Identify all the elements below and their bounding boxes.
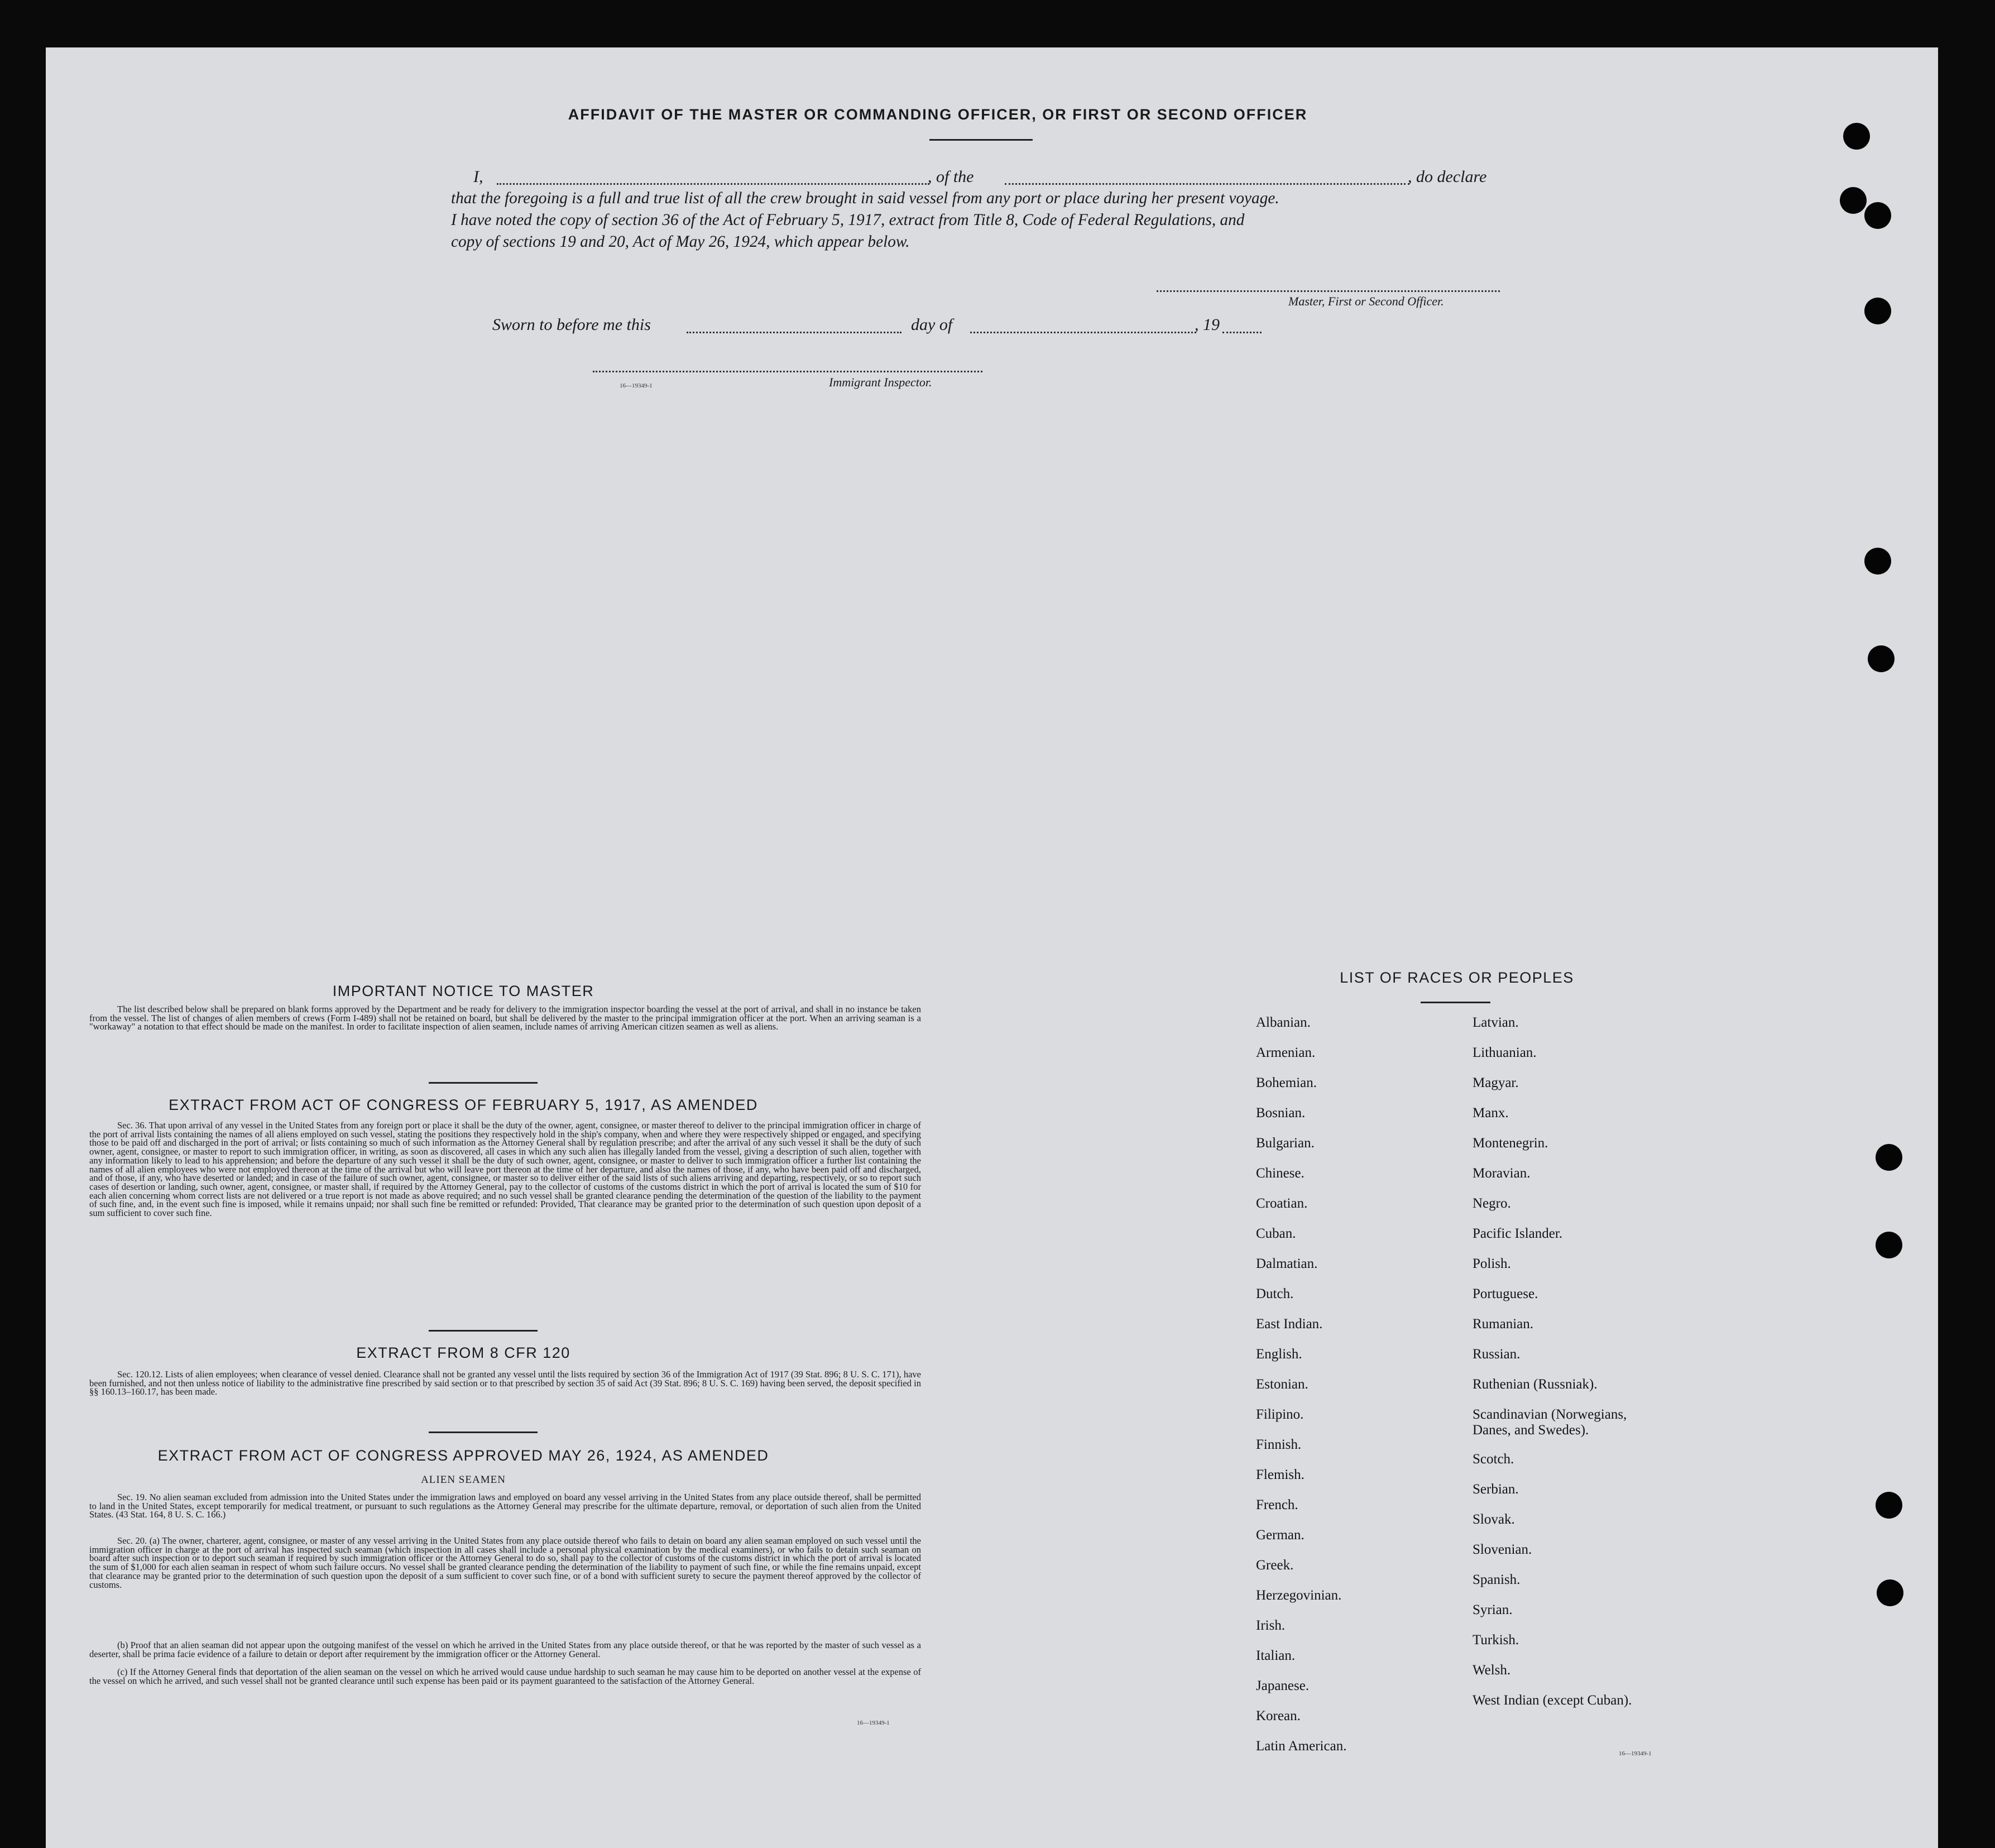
- affidavit-text-2: that the foregoing is a full and true list of all the crew brought in said vessel from any port or place during her present voyage.: [451, 189, 1279, 207]
- affidavit-of-the: , of the: [928, 167, 974, 186]
- race-item: Dalmatian.: [1256, 1256, 1318, 1271]
- race-item: Manx.: [1473, 1105, 1509, 1121]
- race-item: Turkish.: [1473, 1632, 1519, 1648]
- sworn-month-line: [970, 332, 1196, 333]
- master-signature-line: [1157, 290, 1500, 292]
- race-item: French.: [1256, 1497, 1298, 1512]
- sec-19-text: Sec. 19. No alien seaman excluded from admission into the United States under the immigration laws and employed on board any vessel arriving in the United States from any place outside thereof, shall be permitted to land in the United States, except temporarily for medical treatment, or pursuant to such regulations as the Attorney General may prescribe for the ultimate departure, removal, or deportation of such alien from the United States. (43 Stat. 164, 8 U. S. C. 166.): [89, 1492, 921, 1520]
- punch-hole: [1876, 1232, 1902, 1258]
- form-number: 16—19349-1: [857, 1720, 890, 1726]
- sec-20a-text: Sec. 20. (a) The owner, charterer, agent, consignee, or master of any vessel arriving in the United States from any place outside thereof who fails to detain on board any alien seaman employed on such vessel until the immigration officer in charge at the port of arrival has inspected such seaman (which inspection in all cases shall include a personal physical examination by the medical examiners), or who fails to detain such seaman on board after such inspection or to deport such seaman if required by such immigration officer or the Attorney General to do so, shall pay to the collector of customs of the customs district in which the port of arrival is located the sum of $1,000 for each alien seaman in respect of whom such failure occurs. No vessel shall be granted clearance pending the determination of the liability to payment of such fine, or while the fine remains unpaid, except that clearance may be granted prior to the determination of such question upon the deposit of a sum sufficient to cover such fine, or of a bond with sufficient surety to secure the payment thereof approved by the collector of customs.: [89, 1535, 921, 1590]
- divider: [429, 1330, 538, 1332]
- master-signature-caption: Master, First or Second Officer.: [1288, 294, 1444, 308]
- form-number: 16—19349-1: [1619, 1750, 1652, 1757]
- form-number: 16—19349-1: [620, 382, 653, 389]
- extract-cfr-text: Sec. 120.12. Lists of alien employees; when clearance of vessel denied. Clearance shall not be granted any vessel until the lists required by section 36 of the Immigration Act of 1917 (39 Stat. 896; 8 U. S. C. 171), have been furnished, and not then unless notice of liability to the administrative fine prescribed by said section or to that prescribed by section 35 of said Act (39 Stat. 896; 8 U. S. C. 169) having been served, the deposit specified in §§ 160.13–160.17, has been made.: [89, 1369, 921, 1397]
- punch-hole: [1864, 298, 1891, 324]
- race-item: Magyar.: [1473, 1075, 1519, 1090]
- race-item: Moravian.: [1473, 1166, 1531, 1181]
- race-item: Russian.: [1473, 1347, 1521, 1362]
- vessel-name-line: [1005, 183, 1409, 185]
- race-item: German.: [1256, 1528, 1305, 1543]
- race-item: Scotch.: [1473, 1452, 1514, 1467]
- sworn-date-line: [687, 332, 901, 333]
- sworn-year: , 19: [1195, 315, 1220, 334]
- race-item: Filipino.: [1256, 1407, 1304, 1422]
- race-item: Croatian.: [1256, 1196, 1308, 1211]
- race-item: Negro.: [1473, 1196, 1511, 1211]
- punch-hole: [1840, 187, 1867, 214]
- extract-cfr-title: EXTRACT FROM 8 CFR 120: [356, 1344, 570, 1361]
- race-item: Herzegovinian.: [1256, 1588, 1342, 1603]
- race-item: Spanish.: [1473, 1572, 1521, 1587]
- race-item: Dutch.: [1256, 1286, 1294, 1301]
- alien-seamen-subtitle: ALIEN SEAMEN: [421, 1474, 506, 1486]
- sworn-day-of: day of: [911, 315, 953, 334]
- divider: [429, 1432, 538, 1433]
- races-title: LIST OF RACES OR PEOPLES: [1340, 969, 1574, 986]
- sworn-year-line: [1222, 332, 1262, 333]
- race-item: Serbian.: [1473, 1482, 1519, 1497]
- race-item: Slovenian.: [1473, 1542, 1532, 1557]
- race-item: Armenian.: [1256, 1045, 1316, 1060]
- affidavit-declare: , do declare: [1408, 167, 1487, 186]
- race-item: English.: [1256, 1347, 1302, 1362]
- race-item: Slovak.: [1473, 1512, 1515, 1527]
- race-item: Finnish.: [1256, 1437, 1302, 1452]
- race-item: Rumanian.: [1473, 1316, 1534, 1332]
- affidavit-text-3: I have noted the copy of section 36 of the Act of February 5, 1917, extract from Title 8, Code of Federal Regulations, and: [451, 211, 1245, 229]
- notice-title: IMPORTANT NOTICE TO MASTER: [332, 983, 594, 999]
- sec-20b-text: (b) Proof that an alien seaman did not appear upon the outgoing manifest of the vessel on which he arrived in the United States from any place outside thereof, or that he was reported by the master of such vessel as a deserter, shall be prima facie evidence of a failure to detain or deport after requirement by the immigration officer or the Attorney General.: [89, 1640, 921, 1659]
- affidavit-i: I,: [473, 167, 483, 186]
- extract-1924-title: EXTRACT FROM ACT OF CONGRESS APPROVED MAY 26, 1924, AS AMENDED: [157, 1447, 769, 1464]
- race-item: Irish.: [1256, 1618, 1286, 1633]
- race-item: Italian.: [1256, 1648, 1296, 1663]
- punch-hole: [1877, 1579, 1903, 1606]
- race-item: Japanese.: [1256, 1678, 1310, 1693]
- race-item: Pacific Islander.: [1473, 1226, 1563, 1241]
- race-item: West Indian (except Cuban).: [1473, 1693, 1632, 1708]
- extract-1917-text: Sec. 36. That upon arrival of any vessel in the United States from any foreign port or place it shall be the duty of the owner, agent, consignee, or master thereof to deliver to the principal immigration officer in charge of the port of arrival lists containing the names of all aliens employed on such vessel, stating the positions they respectively hold in the ship's company, when and where they were respectively shipped or engaged, and specifying those to be paid off and discharged in the port of arrival; or lists containing so much of such information as the Attorney General shall by regulation prescribe; and after the arrival of any such vessel it shall be the duty of such owner, agent, consignee, or master to report to such immigration officer, in writing, as soon as discovered, all cases in which any such alien has illegally landed from the vessel, giving a description of such alien, together with any information likely to lead to his apprehension; and before the departure of any such vessel it shall be the duty of such owner, agent, consignee, or master to deliver to such immigration officer a further list containing the names of all alien employees who were not employed thereon at the time of the arrival but who will leave port thereon at the time of her departure, and also the names of those, if any, who have been paid off and discharged, and of those, if any, who have deserted or landed; and in case of the failure of such owner, agent, consignee, or master so to deliver either of the said lists of such aliens arriving and departing, respectively, or so to report such cases of desertion or landing, such owner, agent, consignee, or master shall, if required by the Attorney General, pay to the collector of customs of the customs district in which the port of arrival is located the sum of $10 for each alien concerning whom correct lists are not delivered or a true report is not made as above required; and no such vessel shall be granted clearance pending the determination of the question of the liability to the payment of such fine, and, in the event such fine is imposed, while it remains unpaid; nor shall such fine be remitted or refunded: Provided, That clearance may be granted prior to the determination of such question upon deposit of a sum sufficient to cover such fine.: [89, 1120, 921, 1219]
- race-item: Albanian.: [1256, 1015, 1311, 1030]
- punch-hole: [1864, 202, 1891, 229]
- race-item: Latvian.: [1473, 1015, 1519, 1030]
- affidavit-text-4: copy of sections 19 and 20, Act of May 26, 1924, which appear below.: [451, 233, 910, 251]
- race-item: Estonian.: [1256, 1377, 1308, 1392]
- divider: [1421, 1002, 1490, 1003]
- officer-name-line: [497, 183, 929, 185]
- notice-text: The list described below shall be prepared on blank forms approved by the Department and be ready for delivery to the immigration inspector boarding the vessel at the port of arrival, and shall in no instance be taken from the vessel. The list of changes of alien members of crews (Form I-489) shall not be retained on board, but shall be delivered by the master to the principal immigration officer at the port. When an arriving seaman is a "workaway" a notation to that effect should be made on the manifest. In order to facilitate inspection of alien seamen, include names of arriving American citizen seamen as well as aliens.: [89, 1004, 921, 1032]
- race-item: Bulgarian.: [1256, 1136, 1315, 1151]
- race-item: Montenegrin.: [1473, 1136, 1548, 1151]
- divider: [429, 1082, 538, 1084]
- punch-hole: [1876, 1144, 1902, 1171]
- divider: [929, 139, 1033, 141]
- sec-20c-text: (c) If the Attorney General finds that deportation of the alien seaman on the vessel on which he arrived would cause undue hardship to such seaman he may cause him to be deported on another vessel at the expense of the vessel on which he arrived, and such vessel shall not be granted clearance until such expense has been paid or its payment guaranteed to the satisfaction of the Attorney General.: [89, 1667, 921, 1686]
- inspector-signature-line: [593, 371, 982, 372]
- race-item: Chinese.: [1256, 1166, 1305, 1181]
- race-item: Portuguese.: [1473, 1286, 1538, 1301]
- race-item: East Indian.: [1256, 1316, 1323, 1332]
- race-item: Polish.: [1473, 1256, 1511, 1271]
- race-item: Greek.: [1256, 1558, 1294, 1573]
- punch-hole: [1868, 645, 1895, 672]
- punch-hole: [1864, 548, 1891, 574]
- race-item: Bohemian.: [1256, 1075, 1317, 1090]
- sworn-prefix: Sworn to before me this: [492, 315, 651, 334]
- extract-1917-title: EXTRACT FROM ACT OF CONGRESS OF FEBRUARY 5, 1917, AS AMENDED: [169, 1097, 758, 1113]
- race-item: Scandinavian (Norwegians, Danes, and Swedes).: [1473, 1407, 1627, 1438]
- race-item: Syrian.: [1473, 1602, 1513, 1617]
- race-item: Korean.: [1256, 1708, 1301, 1723]
- race-item: Bosnian.: [1256, 1105, 1306, 1121]
- race-item: Cuban.: [1256, 1226, 1296, 1241]
- race-item: Flemish.: [1256, 1467, 1305, 1482]
- punch-hole: [1843, 123, 1870, 150]
- inspector-caption: Immigrant Inspector.: [829, 375, 932, 389]
- race-item: Welsh.: [1473, 1663, 1511, 1678]
- race-item: Lithuanian.: [1473, 1045, 1537, 1060]
- race-item: Latin American.: [1256, 1739, 1347, 1754]
- affidavit-title: AFFIDAVIT OF THE MASTER OR COMMANDING OFFICER, OR FIRST OR SECOND OFFICER: [568, 106, 1308, 123]
- race-item: Ruthenian (Russniak).: [1473, 1377, 1598, 1392]
- punch-hole: [1876, 1492, 1902, 1519]
